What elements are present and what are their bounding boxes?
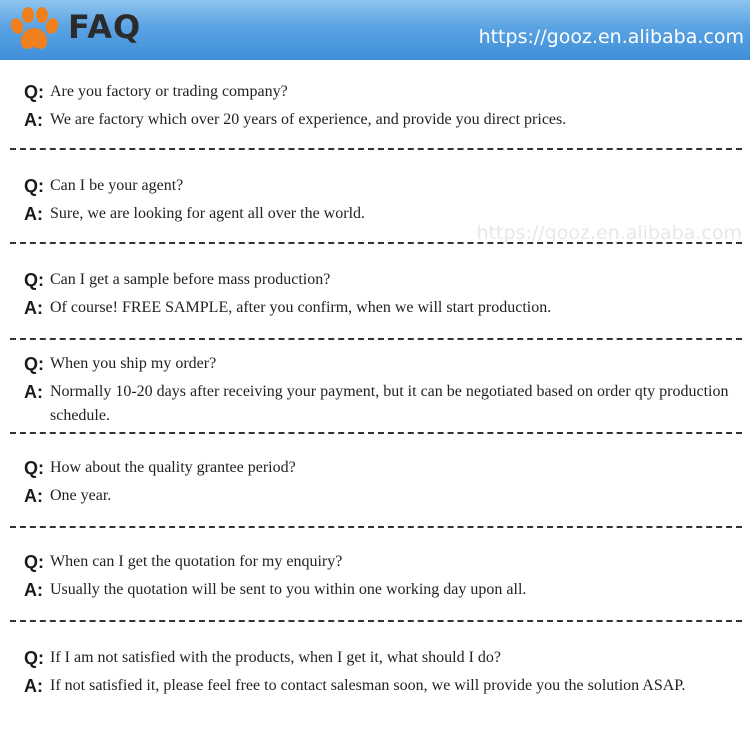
a-marker: A: [24, 382, 43, 402]
question [24, 352, 744, 376]
a-marker: A: [24, 298, 43, 318]
answer [24, 578, 744, 602]
watermark: https://gooz.en.alibaba.com [476, 222, 742, 244]
q-marker: Q: [24, 458, 44, 478]
q-marker: Q: [24, 270, 44, 290]
question-text: If I am not satisfied with the products, when I get it, what should I do? [50, 649, 502, 666]
faq-item [24, 174, 744, 226]
divider [10, 242, 742, 244]
faq-item [24, 268, 744, 320]
header-banner [0, 0, 750, 60]
faq-item [24, 80, 744, 132]
faq-item [24, 646, 744, 698]
answer [24, 296, 744, 320]
faq-item [24, 352, 744, 428]
q-marker: Q: [24, 82, 44, 102]
a-marker: A: [24, 486, 43, 506]
question [24, 646, 744, 670]
answer-text: One year. [50, 487, 112, 504]
q-marker: Q: [24, 648, 44, 668]
question [24, 174, 744, 198]
answer [24, 674, 744, 698]
a-marker: A: [24, 676, 43, 696]
question [24, 550, 744, 574]
question-text: Are you factory or trading company? [50, 83, 288, 100]
site-url[interactable]: https://gooz.en.alibaba.com [478, 26, 744, 48]
question-text: When can I get the quotation for my enquiry? [50, 553, 343, 570]
q-marker: Q: [24, 354, 44, 374]
answer-text: Normally 10-20 days after receiving your payment, but it can be negotiated based on order qty production schedule. [50, 383, 729, 424]
a-marker: A: [24, 204, 43, 224]
answer-text: We are factory which over 20 years of experience, and provide you direct prices. [50, 111, 567, 128]
divider [10, 620, 742, 622]
a-marker: A: [24, 110, 43, 130]
divider [10, 432, 742, 434]
answer [24, 202, 744, 226]
question [24, 80, 744, 104]
a-marker: A: [24, 580, 43, 600]
answer-text: Usually the quotation will be sent to you within one working day upon all. [50, 581, 527, 598]
divider [10, 526, 742, 528]
faq-item [24, 550, 744, 602]
divider [10, 338, 742, 340]
divider [10, 148, 742, 150]
q-marker: Q: [24, 552, 44, 572]
answer-text: If not satisfied it, please feel free to contact salesman soon, we will provide you the solution ASAP. [50, 677, 686, 694]
faq-item [24, 456, 744, 508]
answer-text: Sure, we are looking for agent all over the world. [50, 205, 366, 222]
question-text: When you ship my order? [50, 355, 217, 372]
answer [24, 484, 744, 508]
answer [24, 108, 744, 132]
page-title: FAQ [68, 8, 142, 46]
answer-text: Of course! FREE SAMPLE, after you confirm, when we will start production. [50, 299, 552, 316]
q-marker: Q: [24, 176, 44, 196]
question-text: Can I be your agent? [50, 177, 184, 194]
question-text: How about the quality grantee period? [50, 459, 296, 476]
question [24, 456, 744, 480]
paw-icon [8, 6, 60, 54]
answer [24, 380, 744, 428]
question [24, 268, 744, 292]
question-text: Can I get a sample before mass production? [50, 271, 331, 288]
